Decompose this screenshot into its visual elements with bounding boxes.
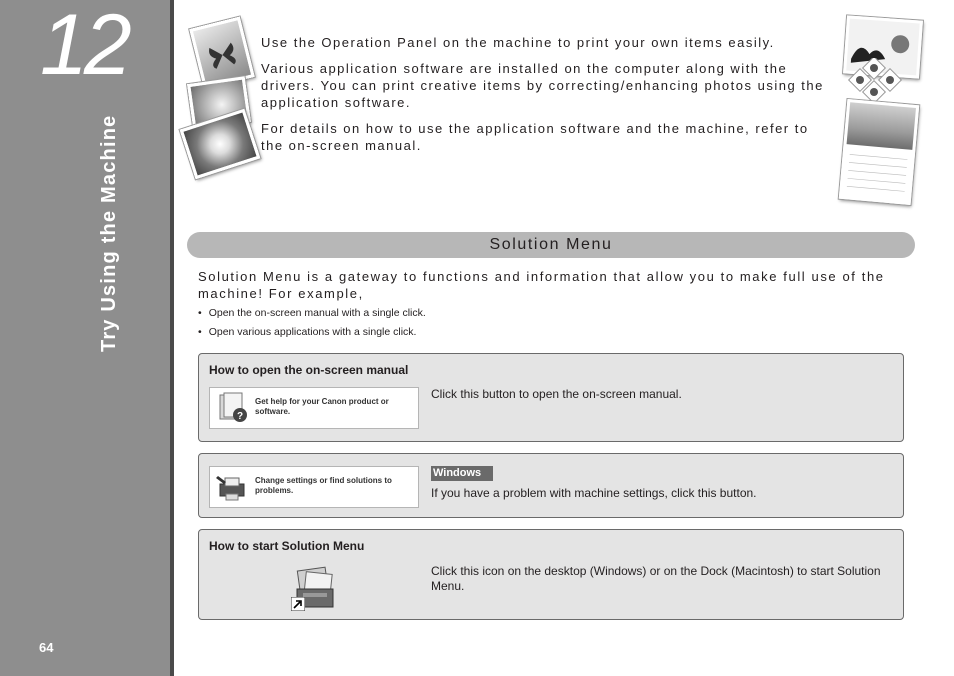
shortcut-arrow-icon: [291, 597, 305, 611]
change-settings-button-label: Change settings or find solutions to problems.: [255, 476, 392, 495]
intro-text: [261, 34, 831, 163]
get-help-button[interactable]: [209, 387, 419, 429]
intro-paragraph-1: Use the Operation Panel on the machine to print your own items easily.: [261, 35, 775, 50]
list-item: • Open the on-screen manual with a single click.: [198, 306, 426, 325]
chapter-number: 12: [40, 0, 128, 93]
solution-menu-icon[interactable]: [291, 563, 339, 611]
svg-text:?: ?: [237, 411, 244, 422]
manual-box: [198, 353, 904, 442]
windows-logo: Windows: [431, 466, 493, 481]
list-item: • Open various applications with a single click.: [198, 325, 426, 344]
solution-menu-heading: Solution Menu: [187, 232, 915, 258]
get-help-button-label: Get help for your Canon product or software.: [255, 397, 389, 416]
feature-list: [198, 306, 426, 344]
start-box-title: How to start Solution Menu: [209, 539, 365, 553]
solution-menu-description: Solution Menu is a gateway to functions and information that allow you to make full use of the machine! For example,: [198, 269, 885, 301]
calendar-picture: [847, 102, 916, 150]
manual-box-text: Click this button to open the on-screen manual.: [431, 387, 682, 401]
calendar-print: [839, 99, 919, 205]
calendar-grid-icon: [842, 144, 912, 198]
settings-box-text: If you have a problem with machine settings, click this button.: [431, 486, 757, 500]
start-box-text: Click this icon on the desktop (Windows) or on the Dock (Macintosh) to start Solution Menu.: [431, 564, 881, 593]
chapter-title: Try Using the Machine: [98, 114, 120, 352]
start-box: [198, 529, 904, 620]
printer-settings-icon: [216, 470, 250, 504]
settings-box: [198, 453, 904, 518]
manual-box-title: How to open the on-screen manual: [209, 363, 409, 377]
intro-paragraph-2: Various application software are installed on the computer along with the drivers. You can print creative items by correcting/enhancing photos using the application software.: [261, 61, 824, 110]
intro-paragraph-3: For details on how to use the application software and the machine, refer to the on-screen manual.: [261, 121, 809, 153]
help-book-icon: [216, 391, 250, 425]
change-settings-button[interactable]: [209, 466, 419, 508]
sidebar-edge: [170, 0, 174, 676]
sidebar: [0, 0, 170, 676]
page-number: 64: [39, 640, 54, 655]
